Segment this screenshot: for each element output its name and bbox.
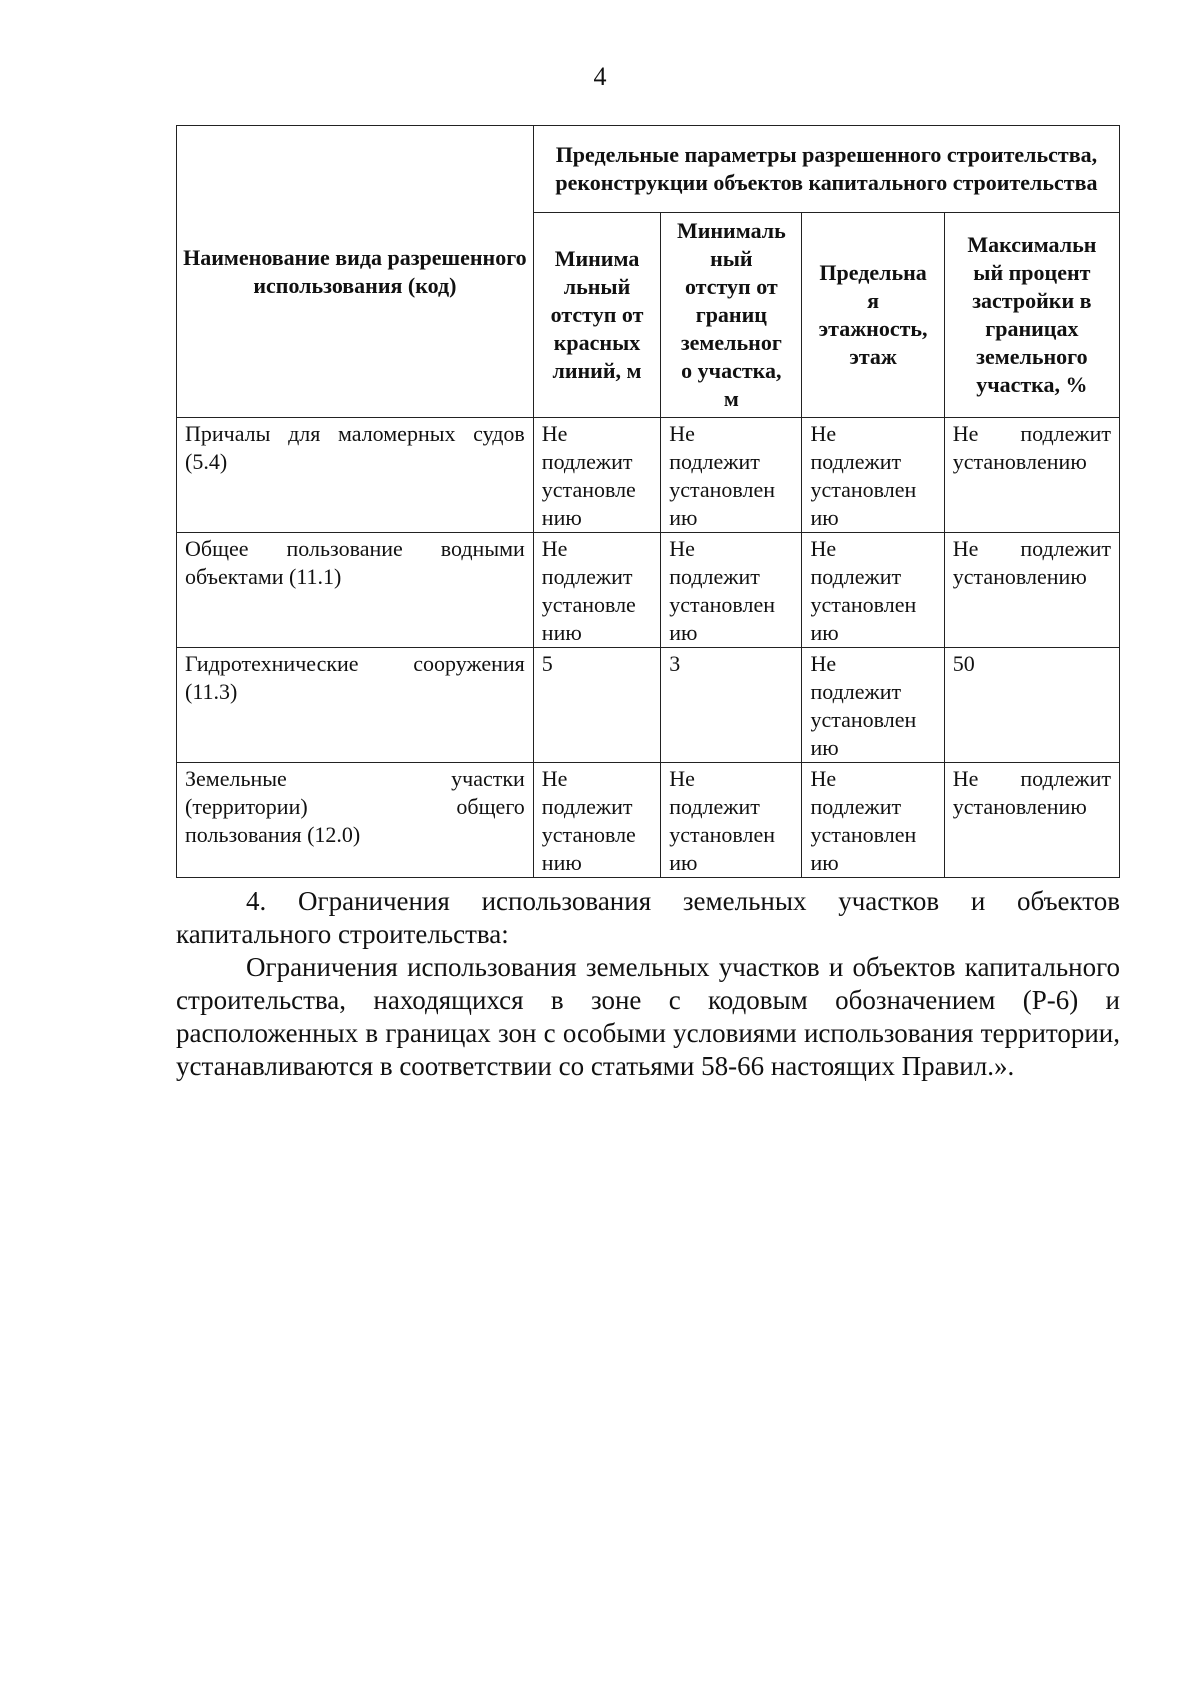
row-max-floors: Не подлежит установлен ию bbox=[802, 418, 944, 533]
row-max-building-percent: Не подлежит установлению bbox=[944, 418, 1119, 533]
row-max-floors: Не подлежит установлен ию bbox=[802, 648, 944, 763]
table-row bbox=[177, 763, 1120, 878]
row-max-building-percent: Не подлежит установлению bbox=[944, 533, 1119, 648]
row-max-floors: Не подлежит установлен ию bbox=[802, 533, 944, 648]
header-name-column: Наименование вида разрешенного использования (код) bbox=[177, 126, 534, 418]
header-group: Предельные параметры разрешенного строительства, реконструкции объектов капитального строительства bbox=[533, 126, 1119, 213]
page-number: 4 bbox=[593, 62, 607, 91]
row-min-offset-red-lines: Не подлежит установле нию bbox=[533, 763, 660, 878]
row-max-building-percent: Не подлежит установлению bbox=[944, 763, 1119, 878]
section-heading: 4. Ограничения использования земельных участков и объектов капитального строительства: bbox=[176, 886, 1120, 949]
parameters-table bbox=[176, 125, 1120, 878]
row-min-offset-plot-bounds: Не подлежит установлен ию bbox=[661, 418, 802, 533]
table-row bbox=[177, 533, 1120, 648]
header-max-floors: Предельна я этажность, этаж bbox=[802, 213, 944, 418]
row-name: Гидротехнические сооружения (11.3) bbox=[177, 648, 534, 763]
header-min-offset-red-lines: Минима льный отступ от красных линий, м bbox=[533, 213, 660, 418]
row-min-offset-plot-bounds: 3 bbox=[661, 648, 802, 763]
row-min-offset-red-lines: Не подлежит установле нию bbox=[533, 533, 660, 648]
row-min-offset-plot-bounds: Не подлежит установлен ию bbox=[661, 763, 802, 878]
header-min-offset-plot-bounds: Минималь ный отступ от границ земельног о участка, м bbox=[661, 213, 802, 418]
section-body: Ограничения использования земельных участков и объектов капитального строительства, находящихся в зоне с кодовым обозначением (Р-6) и расположенных в границах зон с особыми условиями использования территории, устанавливаются в соответствии со статьями 58-66 настоящих Правил.». bbox=[176, 952, 1120, 1081]
row-name: Общее пользование водными объектами (11.1) bbox=[177, 533, 534, 648]
table-row bbox=[177, 648, 1120, 763]
row-min-offset-red-lines: Не подлежит установле нию bbox=[533, 418, 660, 533]
row-max-building-percent: 50 bbox=[944, 648, 1119, 763]
table-row bbox=[177, 418, 1120, 533]
header-max-building-percent: Максимальн ый процент застройки в границах земельного участка, % bbox=[944, 213, 1119, 418]
row-min-offset-red-lines: 5 bbox=[533, 648, 660, 763]
row-max-floors: Не подлежит установлен ию bbox=[802, 763, 944, 878]
row-min-offset-plot-bounds: Не подлежит установлен ию bbox=[661, 533, 802, 648]
section-text bbox=[176, 885, 1120, 1083]
row-name: Земельные участки (территории) общего пользования (12.0) bbox=[177, 763, 534, 878]
row-name: Причалы для маломерных судов (5.4) bbox=[177, 418, 534, 533]
